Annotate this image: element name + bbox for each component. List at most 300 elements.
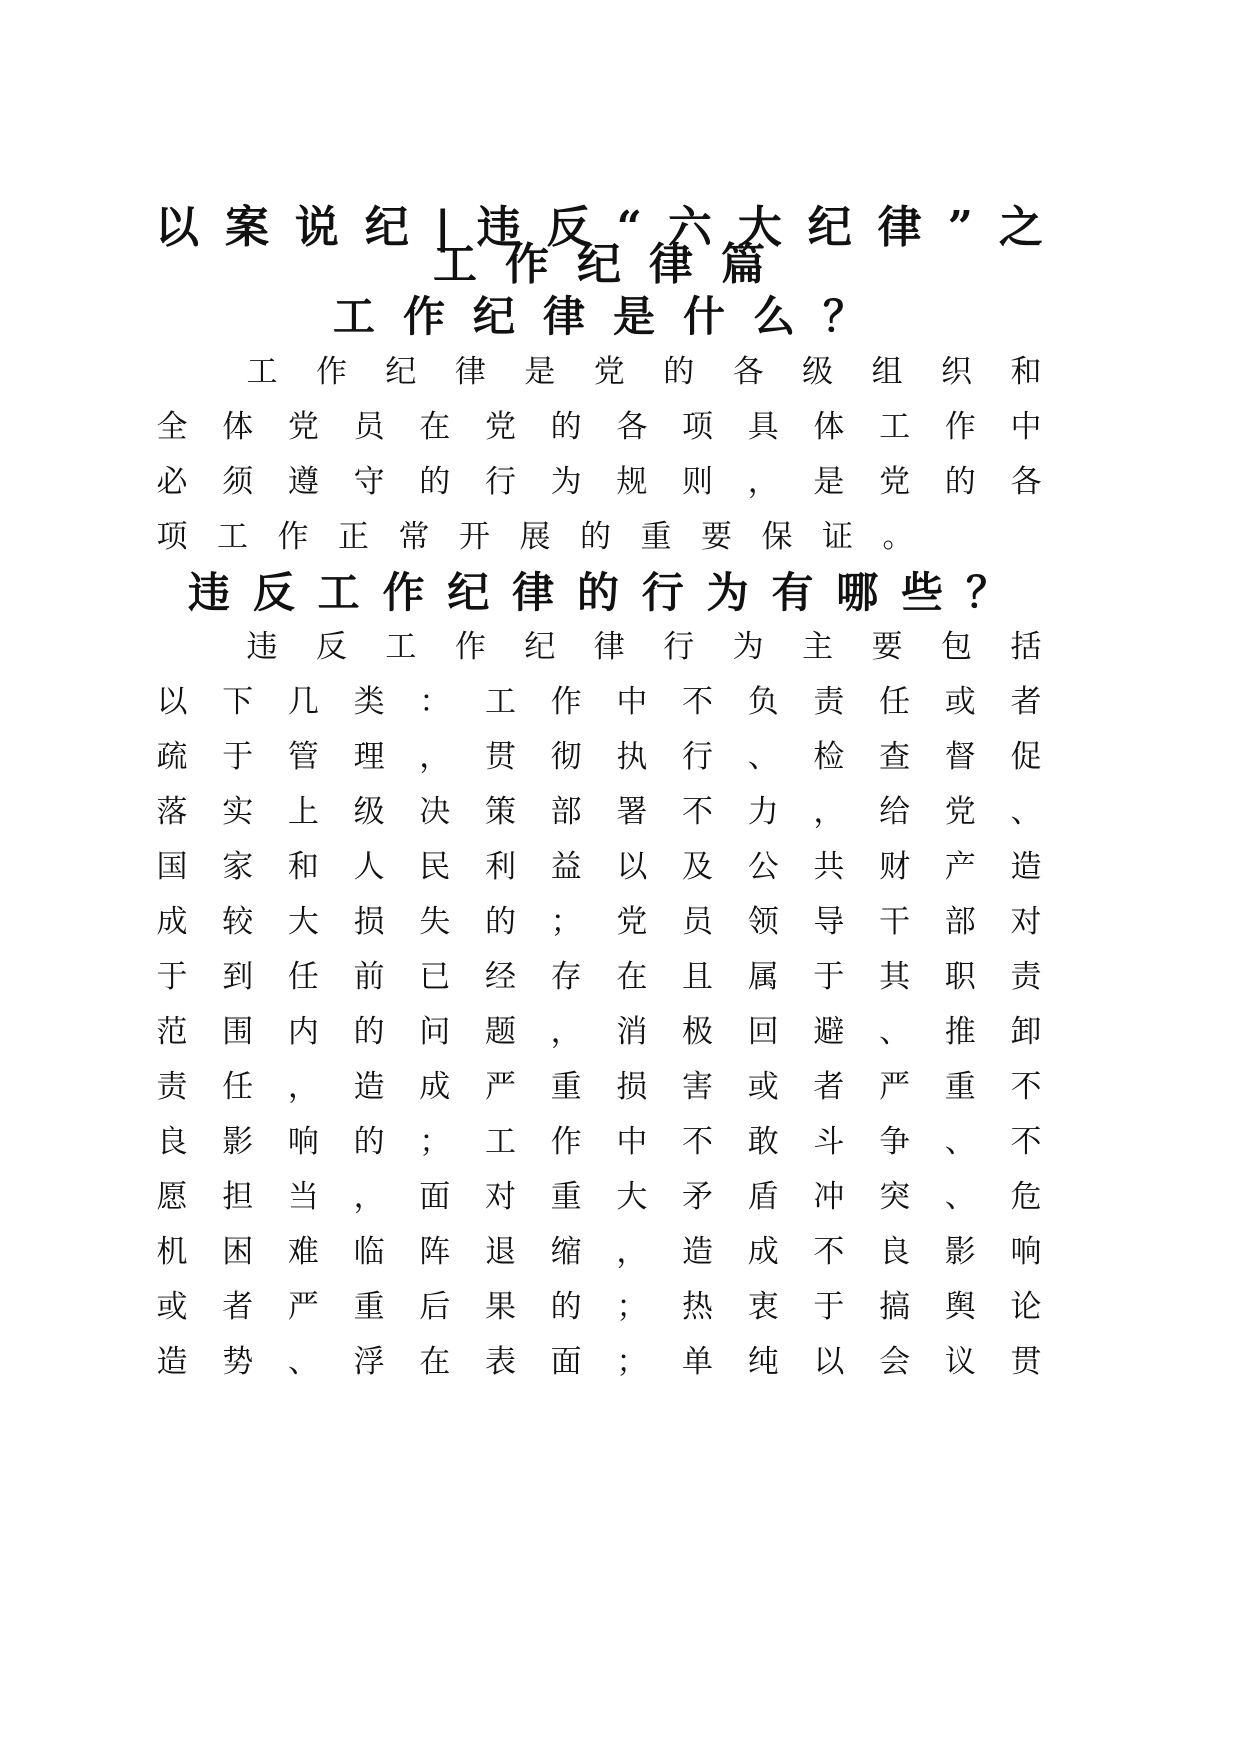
glyph: 影	[222, 1124, 254, 1160]
glyph: 问	[419, 1014, 451, 1050]
glyph: 管	[287, 739, 319, 775]
glyph: 包	[941, 629, 973, 665]
glyph: 回	[747, 1014, 779, 1050]
glyph: 保	[761, 519, 793, 555]
glyph: 、	[879, 1014, 911, 1050]
glyph: 违	[246, 629, 278, 665]
glyph: 搞	[879, 1289, 911, 1325]
glyph: 员	[682, 904, 713, 940]
glyph: ，	[419, 739, 451, 775]
glyph: 党	[593, 354, 625, 390]
glyph: 督	[944, 739, 976, 775]
glyph: 作	[315, 354, 347, 390]
glyph: 为	[732, 629, 764, 665]
glyph: 工	[433, 239, 477, 290]
glyph: 面	[419, 1179, 451, 1215]
glyph: 工	[332, 292, 375, 341]
glyph: 说	[294, 202, 339, 253]
glyph: 各	[616, 409, 648, 445]
section-2-paragraph-line	[155, 684, 1043, 720]
glyph: 实	[222, 794, 254, 830]
glyph: 造	[1010, 849, 1042, 885]
glyph: 属	[747, 959, 779, 995]
glyph: ，	[813, 794, 845, 830]
glyph: 工	[484, 1124, 516, 1160]
glyph: 几	[287, 684, 319, 720]
glyph: 作	[382, 568, 425, 617]
glyph: 负	[747, 684, 779, 720]
glyph: 或	[944, 684, 976, 720]
glyph: 的	[353, 1124, 385, 1160]
glyph: 要	[701, 519, 732, 555]
glyph: 律	[649, 239, 693, 290]
section-2-paragraph-line	[155, 1069, 1043, 1105]
glyph: 策	[484, 794, 516, 830]
glyph: 要	[871, 629, 903, 665]
section-2-paragraph-line	[155, 1234, 1043, 1270]
section-1-paragraph-line	[245, 354, 1043, 390]
glyph: 及	[682, 849, 713, 885]
glyph: 、	[287, 1344, 319, 1380]
glyph: 彻	[550, 739, 582, 775]
glyph: 家	[222, 849, 254, 885]
glyph: 困	[222, 1234, 254, 1270]
glyph: 重	[550, 1179, 582, 1215]
glyph: 者	[222, 1289, 254, 1325]
glyph: 开	[459, 519, 490, 555]
glyph: 工	[317, 568, 360, 617]
glyph: 危	[1010, 1179, 1042, 1215]
glyph: 六	[667, 202, 712, 253]
glyph: 财	[879, 849, 911, 885]
glyph: 为	[706, 568, 749, 617]
glyph: 害	[682, 1069, 713, 1105]
glyph: 存	[550, 959, 582, 995]
glyph: 后	[419, 1289, 451, 1325]
glyph: 重	[944, 1069, 976, 1105]
glyph: 极	[682, 1014, 713, 1050]
glyph: 经	[484, 959, 516, 995]
glyph: 以	[156, 684, 188, 720]
glyph: 职	[944, 959, 976, 995]
glyph: 织	[941, 354, 973, 390]
glyph: 给	[879, 794, 911, 830]
glyph: 民	[419, 849, 451, 885]
glyph: 党	[944, 794, 976, 830]
glyph: 势	[222, 1344, 254, 1380]
glyph: 工	[217, 519, 248, 555]
glyph: 斗	[813, 1124, 845, 1160]
glyph: 的	[550, 409, 582, 445]
glyph: 体	[813, 409, 845, 445]
glyph: 担	[222, 1179, 254, 1215]
glyph: 不	[1010, 1124, 1042, 1160]
glyph: 争	[879, 1124, 911, 1160]
section-1-paragraph-line	[155, 519, 915, 555]
glyph: 中	[616, 684, 648, 720]
glyph: 、	[1010, 794, 1042, 830]
glyph: 不	[682, 684, 713, 720]
glyph: 以	[155, 202, 199, 253]
glyph: 不	[813, 1234, 845, 1270]
glyph: 是	[813, 464, 845, 500]
glyph: 单	[682, 1344, 713, 1380]
glyph: 规	[616, 464, 648, 500]
section-2-paragraph-line	[155, 849, 1043, 885]
glyph: 哪	[836, 568, 879, 617]
glyph: 者	[1010, 684, 1042, 720]
glyph: 良	[879, 1234, 911, 1270]
section-2-paragraph-line	[155, 1289, 1043, 1325]
glyph: 以	[813, 1344, 845, 1380]
glyph: 面	[550, 1344, 582, 1380]
glyph: 员	[353, 409, 385, 445]
glyph: 、	[944, 1179, 976, 1215]
glyph: 于	[222, 739, 254, 775]
glyph: 责	[1010, 959, 1042, 995]
glyph: 纪	[807, 202, 852, 253]
glyph: 对	[484, 1179, 516, 1215]
glyph: 公	[747, 849, 779, 885]
glyph: 责	[813, 684, 845, 720]
glyph: 在	[419, 409, 451, 445]
glyph: 的	[944, 464, 976, 500]
glyph: 题	[484, 1014, 516, 1050]
glyph: 则	[682, 464, 713, 500]
glyph: ；	[550, 904, 582, 940]
glyph: 不	[682, 1124, 713, 1160]
glyph: 表	[484, 1344, 516, 1380]
glyph: 敢	[747, 1124, 779, 1160]
glyph: ，	[616, 1234, 648, 1270]
glyph: 会	[879, 1344, 911, 1380]
section-2-paragraph-line	[245, 629, 1043, 665]
glyph: 在	[616, 959, 648, 995]
glyph: 署	[616, 794, 648, 830]
glyph: 和	[287, 849, 319, 885]
glyph: 律	[512, 568, 555, 617]
glyph: 响	[287, 1124, 319, 1160]
glyph: 工	[484, 684, 516, 720]
glyph: 类	[353, 684, 385, 720]
glyph: 纯	[747, 1344, 779, 1380]
glyph: 行	[682, 739, 713, 775]
glyph: 于	[156, 959, 188, 995]
glyph: 力	[747, 794, 779, 830]
glyph: 律	[542, 292, 585, 341]
glyph: 浮	[353, 1344, 385, 1380]
glyph: 损	[353, 904, 385, 940]
glyph: 什	[683, 292, 726, 341]
glyph: 违	[188, 568, 231, 617]
glyph: 损	[616, 1069, 648, 1105]
glyph: 论	[1010, 1289, 1042, 1325]
glyph: 大	[287, 904, 319, 940]
glyph: 矛	[682, 1179, 713, 1215]
glyph: 共	[813, 849, 845, 885]
glyph: 重	[640, 519, 672, 555]
glyph: 人	[353, 849, 385, 885]
glyph: 成	[156, 904, 188, 940]
glyph: 疏	[156, 739, 188, 775]
glyph: 热	[682, 1289, 713, 1325]
glyph: 工	[879, 409, 911, 445]
glyph: 各	[1010, 464, 1042, 500]
glyph: 有	[771, 568, 814, 617]
glyph: 的	[663, 354, 695, 390]
glyph: 不	[682, 794, 713, 830]
glyph: 且	[682, 959, 713, 995]
glyph: 守	[353, 464, 385, 500]
section-2-paragraph-line	[155, 739, 1043, 775]
glyph: 不	[1010, 1069, 1042, 1105]
glyph: 理	[353, 739, 385, 775]
glyph: 难	[287, 1234, 319, 1270]
glyph: 干	[879, 904, 911, 940]
glyph: 下	[222, 684, 254, 720]
section-2-heading	[188, 568, 1008, 617]
glyph: ”	[947, 202, 973, 253]
glyph: 党	[287, 409, 319, 445]
glyph: 级	[353, 794, 385, 830]
glyph: 常	[398, 519, 430, 555]
section-2-paragraph-line	[155, 794, 1043, 830]
glyph: 贯	[484, 739, 516, 775]
glyph: ；	[616, 1344, 648, 1380]
glyph: 严	[879, 1069, 911, 1105]
glyph: 工	[246, 354, 278, 390]
glyph: 党	[616, 904, 648, 940]
glyph: 作	[550, 1124, 582, 1160]
glyph: 遵	[287, 464, 319, 500]
glyph: 的	[419, 464, 451, 500]
glyph: 各	[732, 354, 764, 390]
glyph: 较	[222, 904, 254, 940]
glyph: 具	[747, 409, 779, 445]
glyph: 对	[1010, 904, 1042, 940]
glyph: ，	[287, 1069, 319, 1105]
glyph: 的	[550, 1289, 582, 1325]
glyph: 其	[879, 959, 911, 995]
glyph: 反	[252, 568, 295, 617]
glyph: 成	[419, 1069, 451, 1105]
glyph: 律	[454, 354, 486, 390]
glyph: 行	[484, 464, 516, 500]
glyph: 衷	[747, 1289, 779, 1325]
glyph: 纪	[447, 568, 490, 617]
glyph: 作	[550, 684, 582, 720]
glyph: 大	[616, 1179, 648, 1215]
glyph: 项	[156, 519, 188, 555]
glyph: 缩	[550, 1234, 582, 1270]
glyph: ？	[965, 568, 1008, 617]
glyph: 作	[944, 409, 976, 445]
glyph: 查	[879, 739, 911, 775]
glyph: 机	[156, 1234, 188, 1270]
glyph: 当	[287, 1179, 319, 1215]
glyph: 严	[484, 1069, 516, 1105]
glyph: ，	[550, 1014, 582, 1050]
glyph: 之	[998, 202, 1043, 253]
glyph: 在	[419, 1344, 451, 1380]
glyph: 部	[550, 794, 582, 830]
glyph: 或	[156, 1289, 188, 1325]
glyph: 落	[156, 794, 188, 830]
glyph: 促	[1010, 739, 1042, 775]
glyph: 律	[877, 202, 922, 253]
glyph: 退	[484, 1234, 516, 1270]
glyph: 须	[222, 464, 254, 500]
glyph: 于	[813, 959, 845, 995]
glyph: 检	[813, 739, 845, 775]
glyph: 或	[747, 1069, 779, 1105]
glyph: 任	[287, 959, 319, 995]
glyph: 纪	[385, 354, 417, 390]
document-title-line-2	[155, 239, 1043, 290]
glyph: 作	[277, 519, 309, 555]
glyph: 响	[1010, 1234, 1042, 1270]
glyph: 严	[287, 1289, 319, 1325]
glyph: 冲	[813, 1179, 845, 1215]
section-2-paragraph-line	[155, 959, 1043, 995]
glyph: 围	[222, 1014, 254, 1050]
section-2-paragraph-line	[155, 904, 1043, 940]
glyph: 、	[944, 1124, 976, 1160]
glyph: 反	[315, 629, 347, 665]
glyph: 作	[454, 629, 486, 665]
glyph: 作	[505, 239, 549, 290]
glyph: 党	[879, 464, 911, 500]
glyph: 正	[338, 519, 369, 555]
glyph: 成	[747, 1234, 779, 1270]
glyph: 工	[385, 629, 417, 665]
section-2-paragraph-line	[155, 1124, 1043, 1160]
glyph: ？	[823, 292, 866, 341]
glyph: 纪	[524, 629, 556, 665]
glyph: 纪	[577, 239, 621, 290]
section-1-heading	[155, 292, 1043, 341]
glyph: 任	[879, 684, 911, 720]
glyph: 为	[550, 464, 582, 500]
glyph: 影	[944, 1234, 976, 1270]
glyph: 避	[813, 1014, 845, 1050]
glyph: ，	[353, 1179, 385, 1215]
glyph: 任	[222, 1069, 254, 1105]
glyph: 以	[616, 849, 648, 885]
glyph: 已	[419, 959, 451, 995]
glyph: 的	[580, 519, 611, 555]
glyph: 反	[546, 202, 591, 253]
glyph: ：	[419, 684, 451, 720]
glyph: 贯	[1010, 1344, 1042, 1380]
glyph: 中	[1010, 409, 1042, 445]
glyph: 的	[484, 904, 516, 940]
glyph: 到	[222, 959, 254, 995]
glyph: 违	[476, 202, 521, 253]
glyph: 利	[484, 849, 516, 885]
glyph: 推	[944, 1014, 976, 1050]
glyph: 临	[353, 1234, 385, 1270]
glyph: 证	[822, 519, 853, 555]
glyph: 律	[593, 629, 625, 665]
glyph: 重	[353, 1289, 385, 1325]
glyph: 些	[901, 568, 944, 617]
glyph: 愿	[156, 1179, 188, 1215]
glyph: 议	[944, 1344, 976, 1380]
glyph: 造	[156, 1344, 188, 1380]
glyph: 突	[879, 1179, 911, 1215]
glyph: 主	[802, 629, 834, 665]
glyph: 造	[682, 1234, 713, 1270]
glyph: 执	[616, 739, 648, 775]
glyph: 部	[944, 904, 976, 940]
section-1-paragraph-line	[155, 464, 1043, 500]
glyph: 上	[287, 794, 319, 830]
glyph: 括	[1010, 629, 1042, 665]
glyph: 舆	[944, 1289, 976, 1325]
section-2-paragraph-line	[155, 1179, 1043, 1215]
glyph: 纪	[364, 202, 409, 253]
glyph: 和	[1010, 354, 1042, 390]
glyph: 导	[813, 904, 845, 940]
glyph: 失	[419, 904, 451, 940]
glyph: 全	[156, 409, 188, 445]
glyph: 责	[156, 1069, 188, 1105]
glyph: 党	[484, 409, 516, 445]
glyph: 组	[871, 354, 903, 390]
glyph: 前	[353, 959, 385, 995]
section-1-paragraph-line	[155, 409, 1043, 445]
glyph: 、	[747, 739, 779, 775]
glyph: 项	[682, 409, 713, 445]
glyph: 重	[550, 1069, 582, 1105]
glyph: 决	[419, 794, 451, 830]
glyph: 级	[802, 354, 834, 390]
glyph: 领	[747, 904, 779, 940]
glyph: 是	[613, 292, 656, 341]
glyph: 良	[156, 1124, 188, 1160]
glyph: 篇	[721, 239, 765, 290]
glyph: ；	[419, 1124, 451, 1160]
section-2-paragraph-line	[155, 1014, 1043, 1050]
glyph: ，	[747, 464, 779, 500]
glyph: 行	[663, 629, 695, 665]
glyph: 盾	[747, 1179, 779, 1215]
glyph: |	[434, 202, 451, 253]
glyph: 是	[524, 354, 556, 390]
glyph: 益	[550, 849, 582, 885]
glyph: ；	[616, 1289, 648, 1325]
glyph: 中	[616, 1124, 648, 1160]
glyph: 案	[224, 202, 269, 253]
glyph: 果	[484, 1289, 516, 1325]
glyph: 消	[616, 1014, 648, 1050]
glyph: 于	[813, 1289, 845, 1325]
glyph: 范	[156, 1014, 188, 1050]
glyph: 造	[353, 1069, 385, 1105]
glyph: 卸	[1010, 1014, 1042, 1050]
glyph: 行	[641, 568, 684, 617]
glyph: “	[616, 202, 642, 253]
glyph: 的	[576, 568, 619, 617]
glyph: 。	[882, 519, 914, 555]
glyph: 必	[156, 464, 188, 500]
glyph: 么	[753, 292, 796, 341]
glyph: 作	[402, 292, 445, 341]
glyph: 纪	[472, 292, 515, 341]
glyph: 大	[737, 202, 782, 253]
section-2-paragraph-line	[155, 1344, 1043, 1380]
